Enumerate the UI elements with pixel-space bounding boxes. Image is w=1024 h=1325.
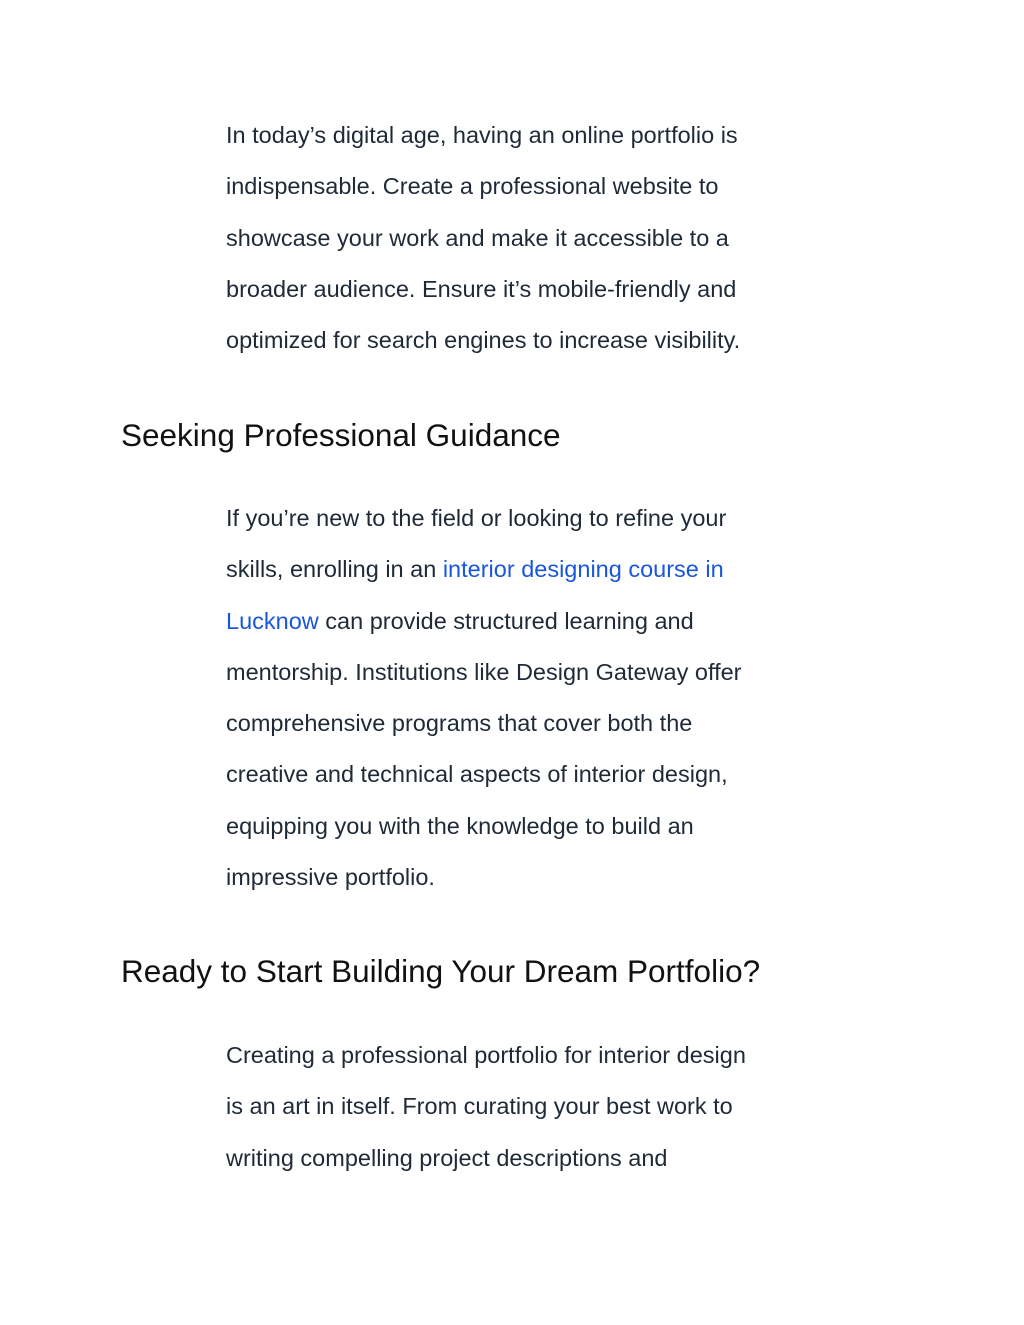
paragraph-creating-portfolio [226, 1030, 816, 1184]
text-line [226, 596, 816, 647]
paragraph-online-portfolio [226, 110, 816, 366]
text-fragment: skills, enrolling in an [226, 556, 443, 583]
text-line: impressive portfolio. [226, 864, 435, 891]
text-line: optimized for search engines to increase visibility. [226, 327, 741, 354]
text-line: broader audience. Ensure it’s mobile-friendly and [226, 275, 737, 302]
paragraph-professional-guidance [226, 493, 816, 903]
heading-seeking-guidance: Seeking Professional Guidance [121, 417, 561, 453]
text-line: If you’re new to the field or looking to refine your [226, 505, 727, 531]
text-fragment: can provide structured learning and [318, 607, 694, 634]
text-line: In today’s digital age, having an online portfolio is [226, 122, 738, 148]
text-line: indispensable. Create a professional website to [226, 173, 719, 200]
text-line [226, 544, 816, 595]
course-link-part2[interactable]: Lucknow [226, 607, 319, 634]
text-line: equipping you with the knowledge to build an [226, 812, 694, 839]
text-line: writing compelling project descriptions and [226, 1144, 668, 1171]
text-line: comprehensive programs that cover both the [226, 710, 693, 737]
text-line: creative and technical aspects of interior design, [226, 761, 728, 788]
course-link-part1[interactable]: interior designing course in [442, 556, 724, 583]
text-line: is an art in itself. From curating your best work to [226, 1093, 733, 1120]
heading-dream-portfolio: Ready to Start Building Your Dream Portfolio? [121, 953, 761, 989]
text-line: showcase your work and make it accessible to a [226, 224, 729, 251]
text-line: mentorship. Institutions like Design Gateway offer [226, 658, 742, 685]
text-line: Creating a professional portfolio for interior design [226, 1042, 746, 1068]
